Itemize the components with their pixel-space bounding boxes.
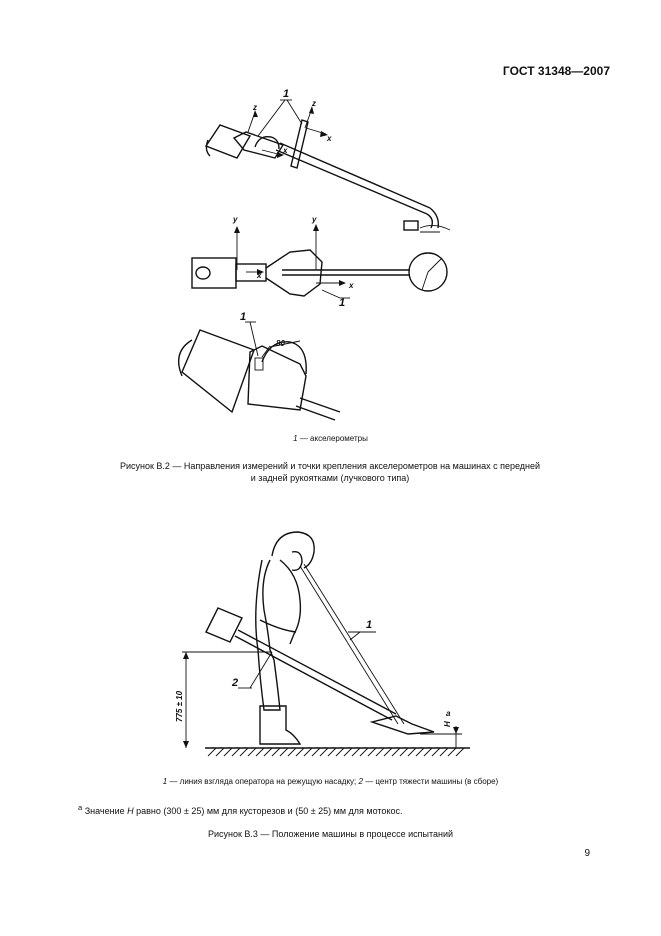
figure-b3-caption: Рисунок В.3 — Положение машины в процессе испытаний: [207, 829, 454, 839]
label-1: 1: [240, 311, 247, 323]
footnote-mark: а: [78, 803, 83, 812]
label-2: 2: [232, 677, 239, 689]
height-dimension-label: 775 ± 10: [175, 690, 184, 722]
footnote: $^а$ Значение H равно (300 ± 25) мм для кусторезов и (50 ± 25) мм для мотокос.: [78, 803, 403, 816]
dimension-80-label: 80: [276, 339, 285, 348]
axis-x-label: x: [349, 281, 354, 290]
figure-b3-legend: 1 — линия взгляда оператора на режущую насадку; 2 — центр тяжести машины (в сборе): [162, 777, 499, 786]
axis-y-label: y: [312, 215, 317, 224]
label-1: 1: [339, 297, 346, 309]
operator-position-drawing: [175, 532, 470, 756]
label-1: 1: [366, 619, 373, 631]
axis-x-label: x: [257, 271, 262, 280]
side-view-drawing: [206, 88, 450, 232]
h-dimension-label: H: [443, 721, 452, 727]
label-1: 1: [283, 88, 290, 100]
footnote-mark-label: а: [446, 709, 451, 718]
axis-z-label: z: [253, 103, 257, 112]
axis-y-label: y: [233, 215, 238, 224]
caption-line-2: и задней рукоятками (лучкового типа): [250, 473, 410, 483]
figure-b2-legend: 1 — акселерометры: [293, 434, 368, 443]
page-number: 9: [584, 848, 590, 859]
figure-b2-caption: [70, 460, 590, 484]
standard-number: ГОСТ 31348—2007: [502, 64, 610, 78]
axis-x-label: x: [327, 134, 332, 143]
axis-z-label: z: [312, 99, 316, 108]
detail-view-drawing: [179, 311, 340, 420]
axis-x-label: x: [283, 146, 288, 155]
caption-line-1: Рисунок В.2 — Направления измерений и точки крепления акселерометров на машинах с передней: [119, 461, 541, 471]
top-view-drawing: [192, 215, 447, 309]
